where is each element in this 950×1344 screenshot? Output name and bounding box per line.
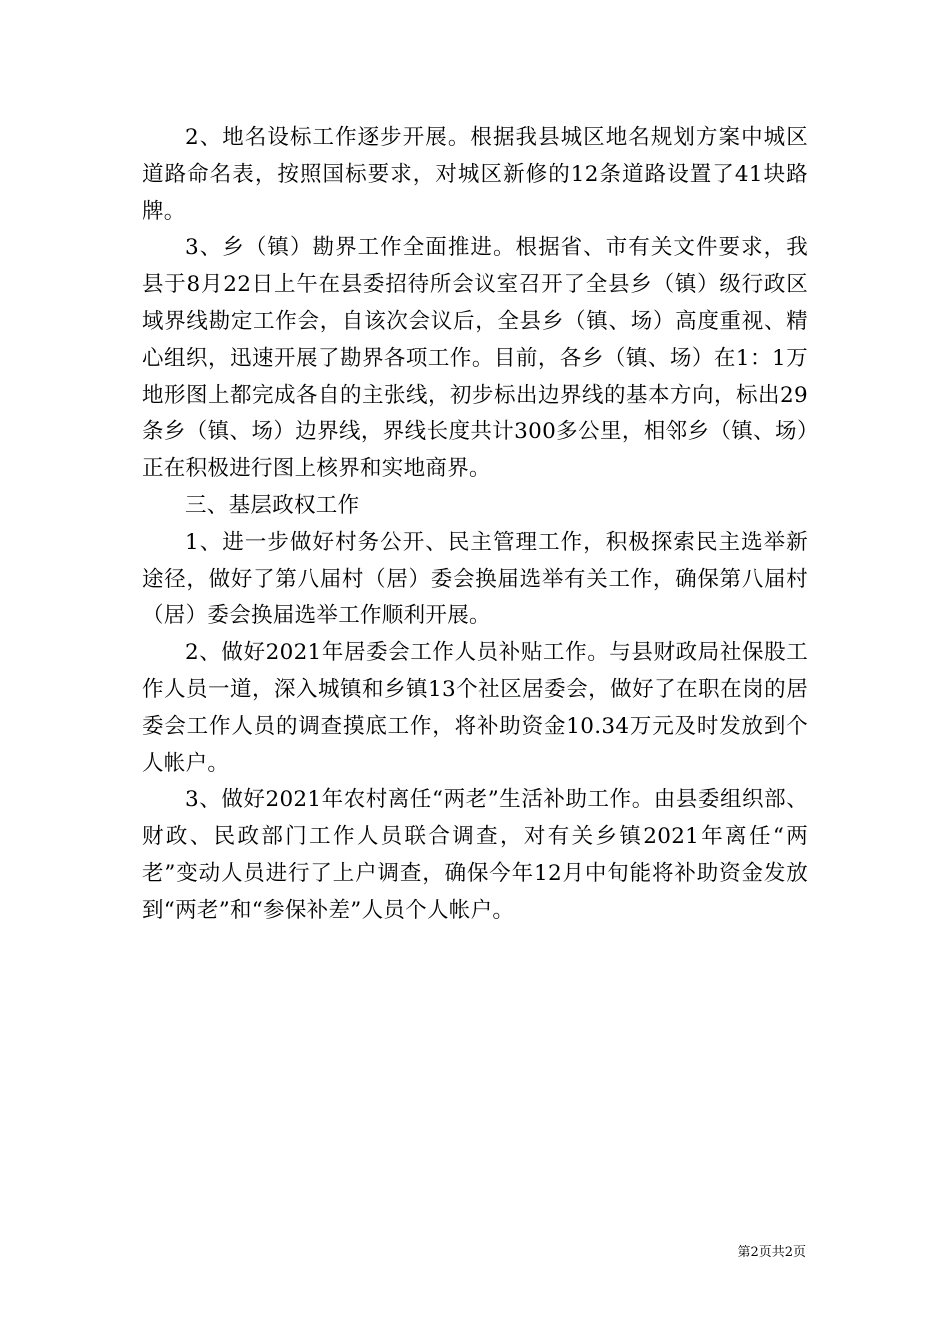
paragraph-retiree-subsidy: 3、做好2021年农村离任“两老”生活补助工作。由县委组织部、财政、民政部门工作人员联合调查，对有关乡镇2021年离任“两老”变动人员进行了上户调查，确保今年12月中旬能将补助资金发放到“两老”和“参保补差”人员个人帐户。 — [142, 787, 808, 923]
document-body — [142, 120, 808, 930]
paragraph-boundary-survey: 3、乡（镇）勘界工作全面推进。根据省、市有关文件要求，我县于8月22日上午在县委招待所会议室召开了全县乡（镇）级行政区域界线勘定工作会，自该次会议后，全县乡（镇、场）高度重视、精心组织，迅速开展了勘界各项工作。目前，各乡（镇、场）在1：1万地形图上都完成各自的主张线，初步标出边界线的基本方向，标出29条乡（镇、场）边界线，界线长度共计300多公里，相邻乡（镇、场）正在积极进行图上核界和实地商界。 — [142, 235, 808, 482]
section-heading-grassroots: 三、基层政权工作 — [185, 492, 360, 518]
page-number-footer: 第2页共2页 — [737, 1245, 806, 1260]
paragraph-place-name-signs: 2、地名设标工作逐步开展。根据我县城区地名规划方案中城区道路命名表，按照国标要求，对城区新修的12条道路设置了41块路牌。 — [142, 125, 808, 224]
paragraph-village-affairs: 1、进一步做好村务公开、民主管理工作，积极探索民主选举新途径，做好了第八届村（居）委会换届选举有关工作，确保第八届村（居）委会换届选举工作顺利开展。 — [142, 529, 808, 629]
paragraph-committee-subsidy: 2、做好2021年居委会工作人员补贴工作。与县财政局社保股工作人员一道，深入城镇和乡镇13个社区居委会，做好了在职在岗的居委会工作人员的调查摸底工作，将补助资金10.34万元及时发放到个人帐户。 — [142, 640, 808, 776]
